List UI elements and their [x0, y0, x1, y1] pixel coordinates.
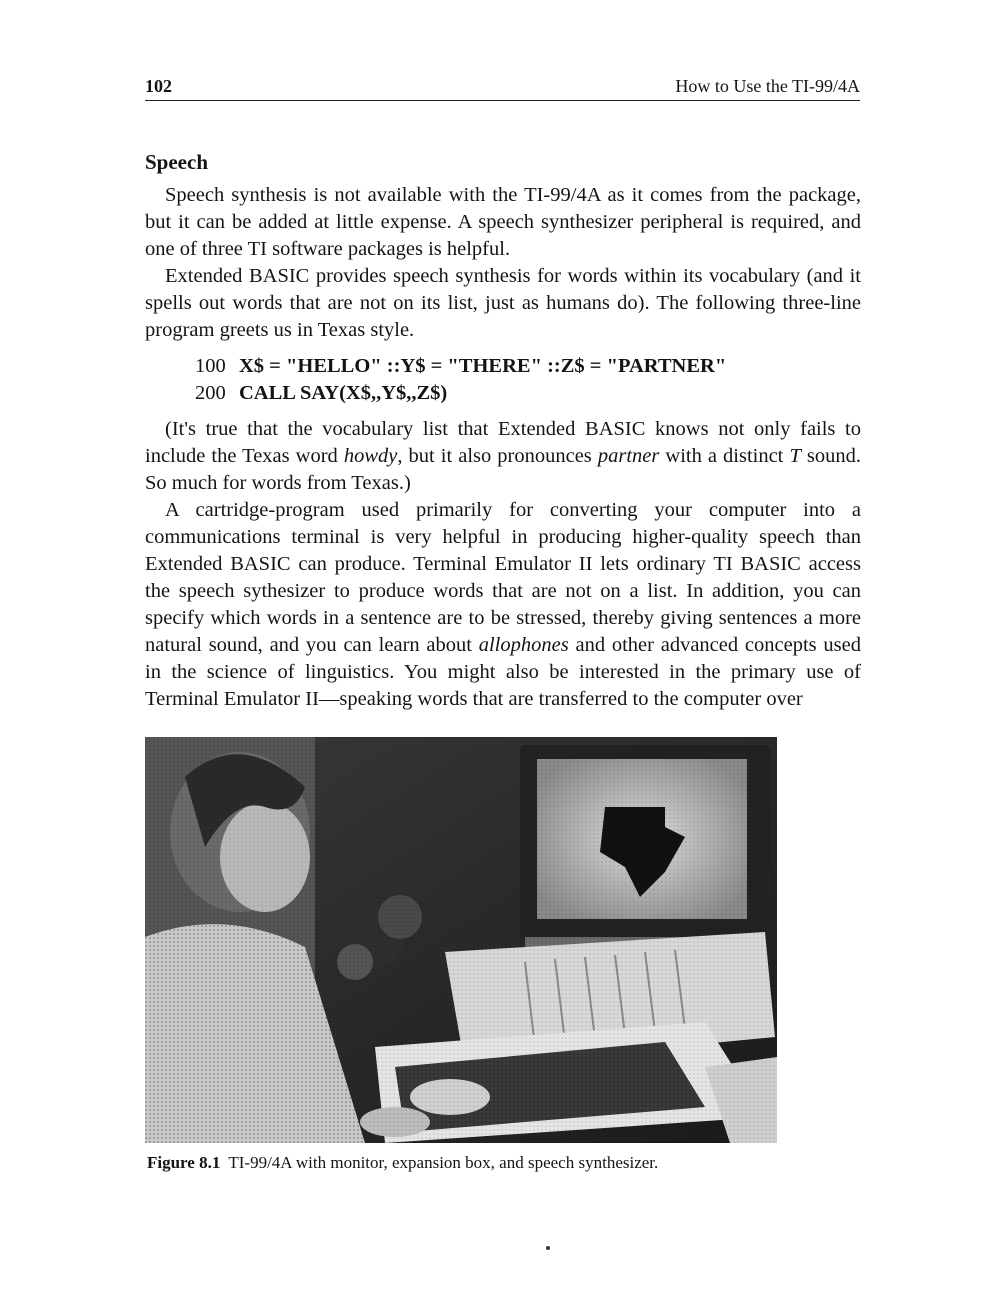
paragraph-intro: Speech synthesis is not available with the TI-99/4A as it comes from the package, but it can be added at little expense. A speech synthesizer peripheral is required, and one of three TI software packages is helpful. [145, 184, 861, 260]
paragraph-terminal-emulator: A cartridge-program used primarily for converting your computer into a communications terminal is very helpful in producing higher-quality speech than Extended BASIC can produce. Terminal Emulator II lets ordinary TI BASIC access the speech sythesizer to produce words that are not on a list. In addition, you can specify which words in a sentence are to be stressed, thereby giving sentences a more natural sound, and you can learn about allophones and other advanced concepts used in the science of linguistics. You might also be interested in the primary use of Terminal Emulator II—speaking words that are transferred to the computer over [145, 499, 861, 710]
body-text [145, 182, 861, 713]
paragraph-extended-basic: Extended BASIC provides speech synthesis for words within its vocabulary (and it spells out words that are not on its list, just as humans do). The following three-line program greets us in Texas style. [145, 265, 861, 341]
code-line [195, 353, 861, 380]
running-head: How to Use the TI-99/4A [675, 76, 860, 96]
paragraph-vocabulary-note: (It's true that the vocabulary list that Extended BASIC knows not only fails to include the Texas word howdy, but it also pronounces partner with a distinct T sound. So much for words from Texas.) [145, 418, 861, 494]
running-header [145, 74, 860, 101]
code-line-number: 100 [195, 355, 226, 377]
page-number: 102 [145, 76, 172, 96]
code-line [195, 380, 861, 407]
section-heading: Speech [145, 150, 208, 174]
print-speck [546, 1246, 550, 1250]
code-line-text: X$ = "HELLO" ::Y$ = "THERE" ::Z$ = "PARTNER" [239, 355, 727, 377]
code-listing [195, 353, 861, 407]
figure-caption [147, 1153, 658, 1173]
italic-allophones: allophones [478, 634, 569, 656]
italic-partner: partner [597, 445, 660, 467]
figure-photo [145, 737, 777, 1143]
code-line-number: 200 [195, 382, 226, 404]
italic-howdy: howdy [343, 445, 398, 467]
code-line-text: CALL SAY(X$,,Y$,,Z$) [239, 382, 448, 404]
italic-t: T [789, 445, 801, 467]
figure-caption-text: TI-99/4A with monitor, expansion box, and speech synthesizer. [228, 1153, 659, 1172]
figure-label: Figure 8.1 [147, 1153, 221, 1172]
